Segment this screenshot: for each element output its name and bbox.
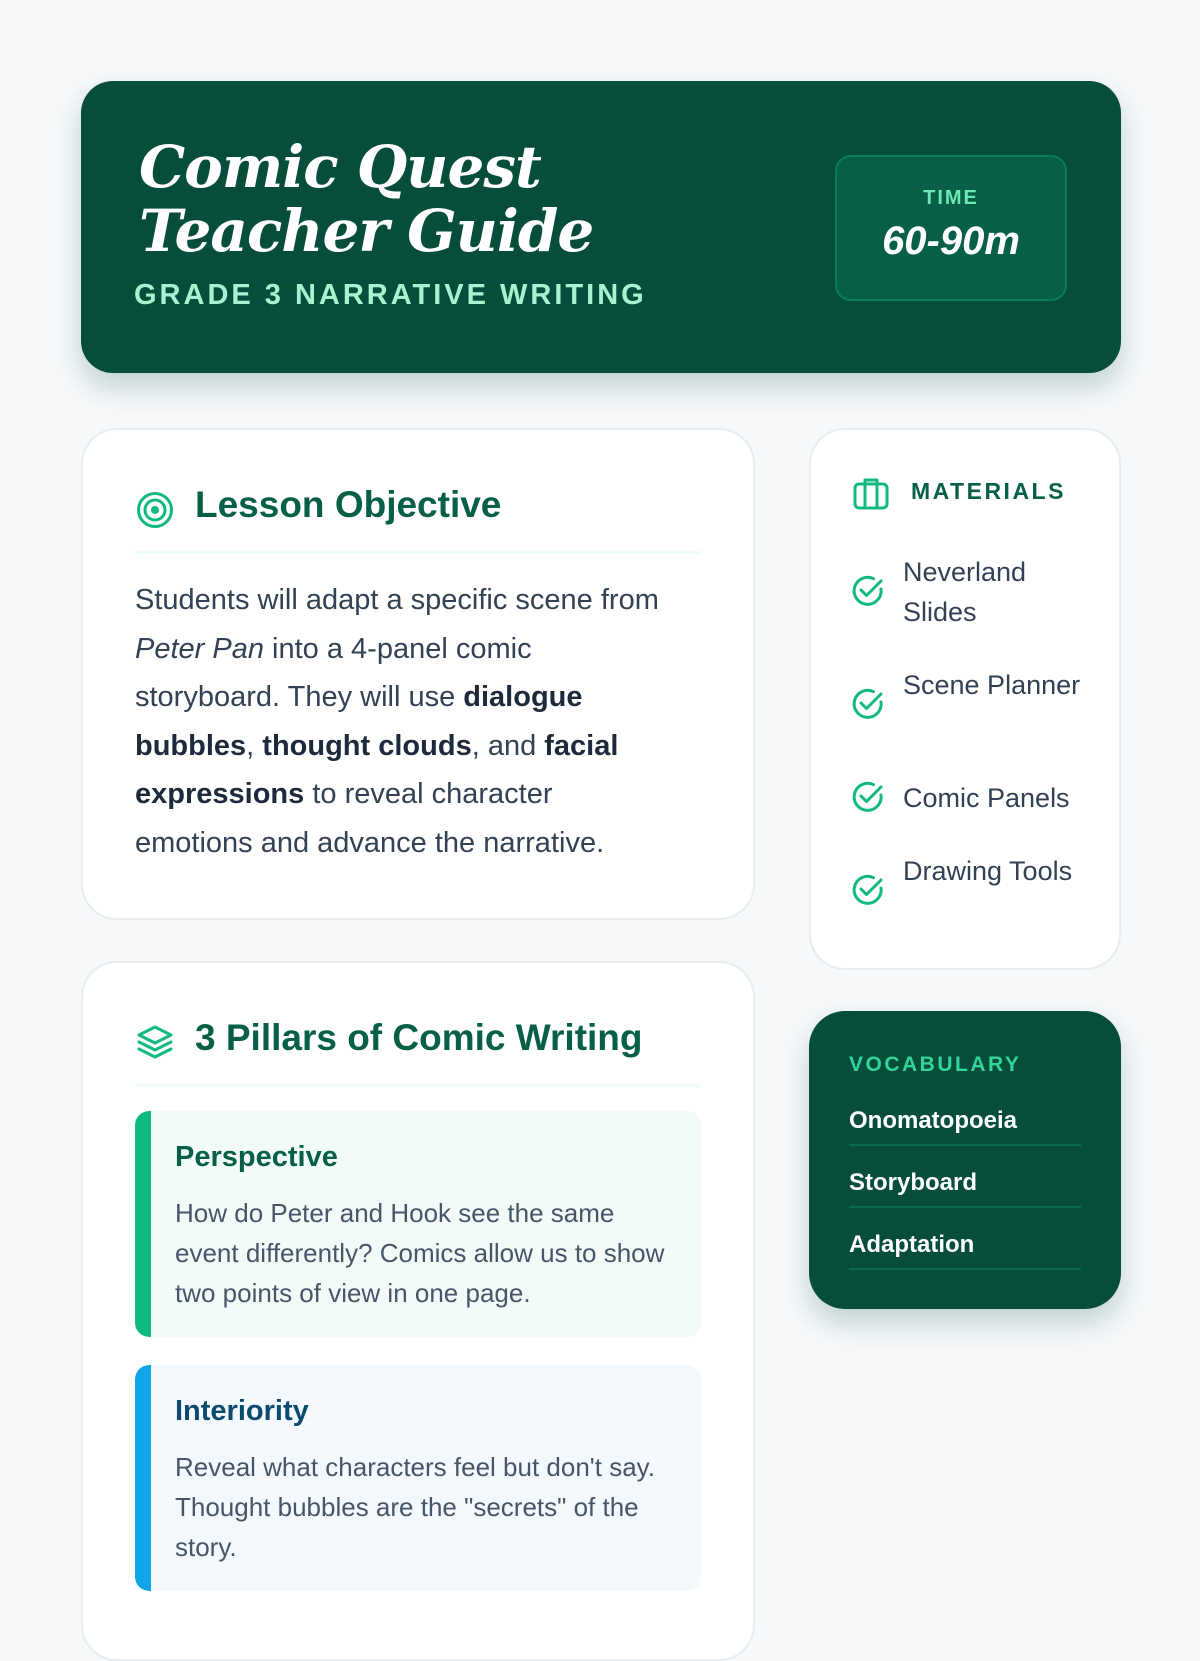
- material-label: Comic Panels: [903, 783, 1070, 813]
- objective-text-part: Students will adapt a specific scene from: [135, 584, 659, 616]
- objective-text-part: into a 4-panel comic storyboard. They will use: [135, 632, 532, 713]
- pillar-description: Reveal what characters feel but don't say. Thought bubbles are the "secrets" of the story.: [175, 1452, 655, 1562]
- objective-keyword: facial expressions: [135, 729, 619, 810]
- pillar-interiority: [135, 1365, 701, 1591]
- pillar-accent-bar: [135, 1111, 151, 1337]
- pillars-header: [135, 1015, 701, 1087]
- objective-keyword: dialogue bubbles: [135, 681, 583, 762]
- vocabulary-term: Storyboard: [849, 1158, 1081, 1208]
- check-circle-icon: [851, 574, 885, 608]
- page-title: Comic Quest Teacher Guide: [139, 133, 594, 265]
- check-circle-icon: [851, 687, 885, 721]
- materials-heading: MATERIALS: [911, 478, 1066, 504]
- pillar-title: Interiority: [175, 1395, 309, 1427]
- briefcase-icon: [851, 474, 891, 514]
- pillars-title: 3 Pillars of Comic Writing: [195, 1017, 643, 1058]
- material-label: Scene Planner: [903, 670, 1081, 700]
- vocabulary-term: Adaptation: [849, 1220, 1081, 1270]
- time-value: 60-90m: [882, 219, 1020, 263]
- objective-text: [135, 576, 675, 867]
- objective-text-part: ,: [246, 729, 263, 762]
- pillar-description: How do Peter and Hook see the same event differently? Comics allow us to show two points of view in one page.: [175, 1198, 665, 1308]
- check-circle-icon: [851, 873, 885, 907]
- time-badge: [835, 155, 1067, 301]
- pillars-card: [81, 961, 755, 1661]
- lesson-header: [81, 81, 1121, 373]
- pillar-accent-bar: [135, 1365, 151, 1591]
- vocabulary-term: Onomatopoeia: [849, 1096, 1081, 1146]
- target-icon: [135, 490, 175, 530]
- pillar-perspective: [135, 1111, 701, 1337]
- check-circle-icon: [851, 780, 885, 814]
- materials-card: [809, 428, 1121, 970]
- grade-subtitle: GRADE 3 NARRATIVE WRITING: [134, 279, 647, 311]
- pillar-title: Perspective: [175, 1141, 338, 1173]
- objective-title: Lesson Objective: [195, 484, 502, 525]
- material-label: Neverland Slides: [903, 557, 1027, 627]
- time-label: TIME: [923, 187, 979, 209]
- objective-text-part: , and: [471, 729, 545, 762]
- objective-text-part: to reveal character emotions and advance the narrative.: [135, 778, 605, 859]
- book-title: Peter Pan: [135, 632, 264, 665]
- vocabulary-card: [809, 1011, 1121, 1309]
- objective-keyword: thought clouds: [262, 729, 472, 762]
- lesson-objective-card: [81, 428, 755, 920]
- objective-header: [135, 482, 701, 554]
- vocabulary-heading: VOCABULARY: [849, 1053, 1022, 1076]
- material-label: Drawing Tools: [903, 856, 1073, 886]
- layers-icon: [135, 1023, 175, 1063]
